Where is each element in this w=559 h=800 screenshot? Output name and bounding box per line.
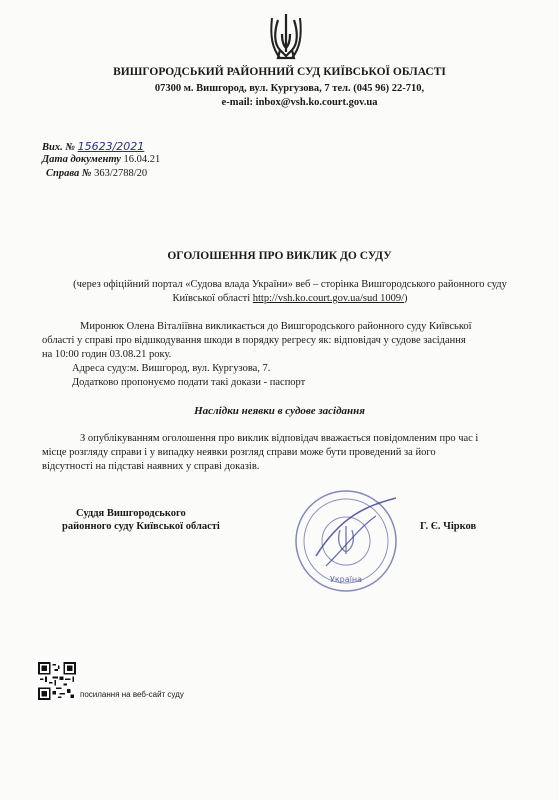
court-email: e-mail: inbox@vsh.ko.court.gov.ua: [221, 97, 378, 108]
summons-body: [42, 320, 520, 390]
judge-role-line1: Суддя Вишгородського: [76, 508, 186, 519]
qr-caption: посилання на веб-сайт суду: [80, 690, 184, 699]
document-date-label: Дата документу: [42, 154, 121, 165]
judge-name: Г. Є. Чірков: [420, 521, 477, 532]
body-line4: Адреса суду:м. Вишгород, вул. Кургузова, 7.: [72, 363, 271, 374]
court-address: 07300 м. Вишгород, вул. Кургузова, 7 тел. (045 96) 22-710,: [154, 83, 425, 94]
portal-note-line2: Київської області http://vsh.ko.court.gov.ua/sud 1009/): [172, 293, 408, 304]
body-line5: Додатково пропонуємо подати такі докази - паспорт: [72, 377, 306, 388]
announcement-title: ОГОЛОШЕННЯ ПРО ВИКЛИК ДО СУДУ: [167, 250, 392, 262]
judge-role-line2: районного суду Київської області: [62, 521, 220, 532]
document-date-row: [42, 154, 160, 165]
case-number-value: 363/2788/20: [94, 168, 148, 179]
consequences-text: [42, 432, 520, 474]
stamp-text: Україна: [329, 575, 363, 584]
coat-of-arms-icon: [268, 12, 304, 66]
outgoing-number-row: [42, 140, 144, 153]
document-date-value: 16.04.21: [123, 154, 161, 165]
portal-note-line1: (через офіційний портал «Судова влада України» веб – сторінка Вишгородського районного суду: [73, 279, 507, 290]
portal-note: [40, 278, 540, 306]
case-number-row: [46, 168, 147, 179]
qr-code-icon[interactable]: [38, 662, 76, 700]
outgoing-number-label: Вих. №: [42, 142, 75, 153]
consequences-title: Наслідки неявки в судове засідання: [194, 405, 365, 417]
court-website-link[interactable]: http://vsh.ko.court.gov.ua/sud 1009/: [252, 293, 405, 304]
body-line3: на 10:00 годин 03.08.21 року.: [42, 349, 172, 360]
court-name: ВИШГОРОДСЬКИЙ РАЙОННИЙ СУД КИЇВСЬКОЇ ОБЛАСТІ: [113, 66, 446, 78]
case-number-label: Справа №: [46, 168, 92, 179]
body-line2: області у справі про відшкодування шкоди в порядку регресу як: відповідач у судове засідання: [42, 335, 466, 346]
consequences-line2: місце розгляду справи і у випадку неявки розгляд справи може бути проведений за його: [42, 447, 436, 458]
court-stamp-icon: [286, 486, 406, 596]
consequences-line1: З опублікуванням оголошення про виклик відповідач вважається повідомленим про час і: [80, 433, 479, 444]
outgoing-number-value: 15623/2021: [77, 140, 145, 153]
consequences-line3: відсутності на підставі наявних у справі доказів.: [42, 461, 260, 472]
body-line1: Миронюк Олена Віталіївна викликається до Вишгородського районного суду Київської: [80, 321, 472, 332]
